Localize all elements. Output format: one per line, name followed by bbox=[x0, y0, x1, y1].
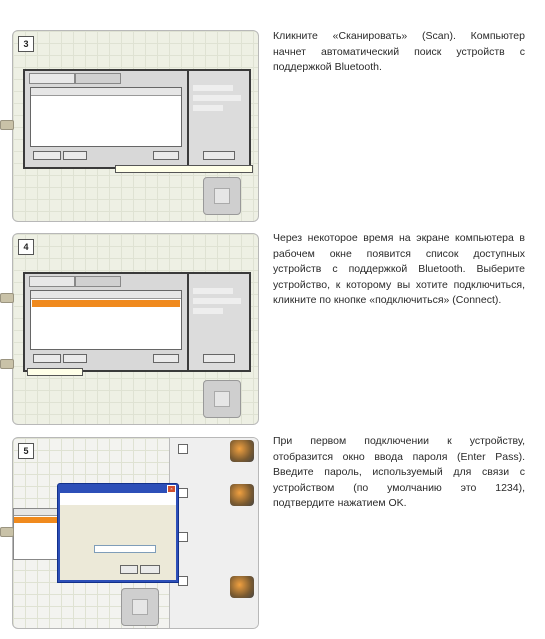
control-pad-icon bbox=[203, 380, 241, 418]
sidebar-item[interactable] bbox=[178, 572, 256, 616]
tab-memory[interactable] bbox=[75, 276, 121, 287]
sidebar-item[interactable] bbox=[178, 440, 256, 484]
close-button[interactable] bbox=[203, 354, 235, 363]
remove-button[interactable] bbox=[63, 151, 87, 160]
step-number: 3 bbox=[18, 36, 34, 52]
nxt-window-dialog bbox=[23, 69, 251, 169]
control-pad-icon bbox=[203, 177, 241, 215]
plus-icon bbox=[178, 444, 188, 454]
passkey-dialog-body bbox=[60, 493, 176, 580]
screenshot-step-3 bbox=[12, 30, 259, 222]
info-field bbox=[193, 308, 223, 314]
passkey-input[interactable] bbox=[94, 545, 156, 553]
screenshot-step-4 bbox=[12, 233, 259, 425]
enter-passkey-window bbox=[57, 483, 179, 583]
info-field bbox=[193, 85, 233, 91]
sidebar-item[interactable] bbox=[178, 528, 256, 572]
info-field bbox=[193, 288, 233, 294]
tooltip bbox=[115, 165, 253, 173]
tab-communication[interactable] bbox=[29, 276, 75, 287]
sidebar-item[interactable] bbox=[178, 484, 256, 528]
step-number: 5 bbox=[18, 443, 34, 459]
info-field bbox=[193, 95, 241, 101]
dialog-banner bbox=[60, 493, 176, 505]
step-3-text: Кликните «Сканировать» (Scan). Компьютер начнет автоматический поиск устройств с поддержкой Bluetooth. bbox=[273, 30, 525, 73]
tab-communication[interactable] bbox=[29, 73, 75, 84]
paperclip-icon bbox=[0, 120, 14, 130]
remove-button[interactable] bbox=[63, 354, 87, 363]
connect-button[interactable] bbox=[33, 151, 61, 160]
step-4-text: Через некоторое время на экране компьютера в рабочем окне появится список доступных устройств с поддержкой Bluetooth. Выберите устройство, к которому вы хотите подключиться, кликните по кнопке «подключиться» (Connect). bbox=[273, 232, 525, 306]
robot-sidebar bbox=[169, 438, 259, 628]
ok-button[interactable] bbox=[120, 565, 138, 574]
info-field bbox=[193, 105, 223, 111]
nxt-info-panel bbox=[187, 71, 249, 167]
device-list-header bbox=[31, 88, 181, 96]
device-list[interactable] bbox=[30, 87, 182, 147]
close-button[interactable] bbox=[203, 151, 235, 160]
nxt-window-dialog bbox=[23, 272, 251, 372]
plus-icon bbox=[178, 532, 188, 542]
close-icon[interactable]: × bbox=[167, 485, 176, 493]
tab-memory[interactable] bbox=[75, 73, 121, 84]
info-field bbox=[193, 298, 241, 304]
paperclip-icon bbox=[0, 527, 14, 537]
scan-button[interactable] bbox=[153, 151, 179, 160]
screenshot-step-5 bbox=[12, 437, 259, 629]
control-pad-icon bbox=[121, 588, 159, 626]
step-5-text: При первом подключении к устройству, отобразится окно ввода пароля (Enter Pass). Введите пароль, используемый для связи с устройством (по умолчанию это 1234), подтвердите нажатием OK. bbox=[273, 435, 525, 509]
device-list-header bbox=[31, 291, 181, 299]
paperclip-icon bbox=[0, 359, 14, 369]
nxt-info-panel bbox=[187, 274, 249, 370]
robot-icon bbox=[230, 576, 254, 598]
robot-icon bbox=[230, 440, 254, 462]
step-number: 4 bbox=[18, 239, 34, 255]
plus-icon bbox=[178, 576, 188, 586]
cancel-button[interactable] bbox=[140, 565, 160, 574]
tooltip bbox=[27, 368, 83, 376]
plus-icon bbox=[178, 488, 188, 498]
selected-device-row[interactable] bbox=[32, 300, 180, 307]
scan-button[interactable] bbox=[153, 354, 179, 363]
connect-button[interactable] bbox=[33, 354, 61, 363]
device-list[interactable] bbox=[30, 290, 182, 350]
paperclip-icon bbox=[0, 293, 14, 303]
robot-icon bbox=[230, 484, 254, 506]
